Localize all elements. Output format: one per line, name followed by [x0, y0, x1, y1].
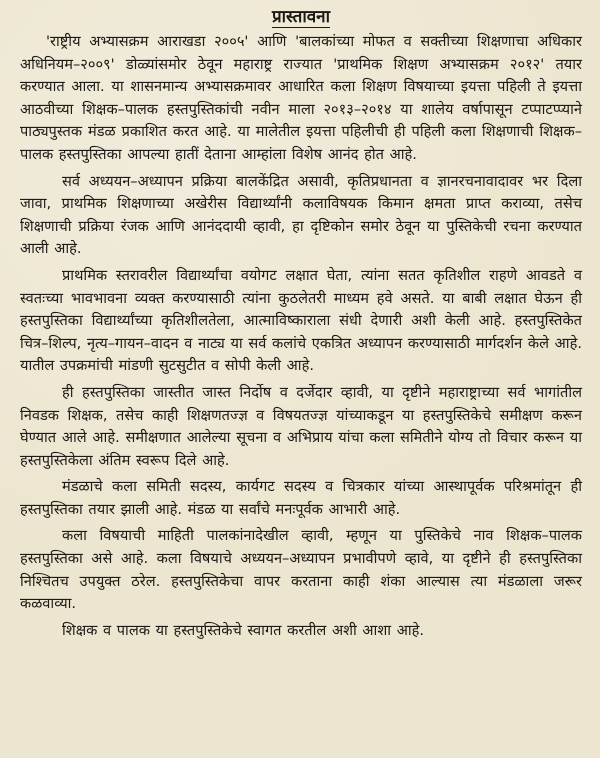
page-title — [20, 6, 582, 28]
paragraph-7: शिक्षक व पालक या हस्तपुस्तिकेचे स्वागत करतील अशी आशा आहे. — [62, 621, 424, 639]
paragraph-2: सर्व अध्ययन–अध्यापन प्रक्रिया बालकेंद्रित असावी, कृतिप्रधानता व ज्ञानरचनावादावर भर दिला जावा, प्राथमिक शिक्षणाच्या अखेरीस विद्यार्थ्यांनी कलाविषयक किमान क्षमता प्राप्त कराव्या, तसेच शिक्षणाची प्रक्रिया रंजक आणि आनंददायी व्हावी, हा दृष्टिकोन समोर ठेवून या पुस्तिकेची रचना करण्यात आली आहे. — [20, 172, 582, 258]
paragraph-1: 'राष्ट्रीय अभ्यासक्रम आराखडा २००५' आणि 'बालकांच्या मोफत व सक्तीच्या शिक्षणाचा अधिकार अधिनियम–२००९' डोळ्यांसमोर ठेवून महाराष्ट्र राज्यात 'प्राथमिक शिक्षण अभ्यासक्रम २०१२' तयार करण्यात आला. या शासनमान्य अभ्यासक्रमावर आधारित कला शिक्षण विषयाच्या इयत्ता पहिली ते इयत्ता आठवीच्या शिक्षक–पालक हस्तपुस्तिकांची नवीन माला २०१३–२०१४ या शालेय वर्षापासून टप्पाटप्प्याने पाठ्यपुस्तक मंडळ प्रकाशित करत आहे. या मालेतील इयत्ता पहिलीची ही पहिली कला शिक्षणाची शिक्षक–पालक हस्तपुस्तिका आपल्या हातीं देताना आम्हांला विशेष आनंद होत आहे. — [20, 33, 582, 163]
paragraph-6: कला विषयाची माहिती पालकांनादेखील व्हावी, म्हणून या पुस्तिकेचे नाव शिक्षक–पालक हस्तपुस्तिका असे आहे. कला विषयाचे अध्ययन–अध्यापन प्रभावीपणे व्हावे, या दृष्टीने ही हस्तपुस्तिका निश्चितच उपयुक्त ठरेल. हस्तपुस्तिकेचा वापर करताना काही शंका आल्यास त्या मंडळाला जरूर कळवाव्या. — [20, 527, 582, 613]
page-title-text: प्रास्तावना — [271, 7, 331, 27]
paragraph-4: ही हस्तपुस्तिका जास्तीत जास्त निर्दोष व दर्जेदार व्हावी, या दृष्टीने महाराष्ट्राच्या सर्व भागांतील निवडक शिक्षक, तसेच काही शिक्षणतज्ज्ञ व विषयतज्ज्ञ यांच्याकडून या हस्तपुस्तिकेचे समीक्षण करून घेण्यात आले आहे. समीक्षणात आलेल्या सूचना व अभिप्राय यांचा कला समितीने योग्य तो विचार करून या हस्तपुस्तिकेला अंतिम स्वरूप दिले आहे. — [20, 383, 582, 469]
paragraph-5: मंडळाचे कला समिती सदस्य, कार्यगट सदस्य व चित्रकार यांच्या आस्थापूर्वक परिश्रमांतून ही हस्तपुस्तिका तयार झाली आहे. मंडळ या सर्वांचे मनःपूर्वक आभारी आहे. — [20, 478, 582, 518]
paragraph-3: प्राथमिक स्तरावरील विद्यार्थ्यांचा वयोगट लक्षात घेता, त्यांना सतत कृतिशील राहणे आवडते व स्वतःच्या भावभावना व्यक्त करण्यासाठी त्यांना कुठलेतरी माध्यम हवे असते. या बाबी लक्षात घेऊन ही हस्तपुस्तिका विद्यार्थ्यांच्या कृतिशीलतेला, आत्माविष्काराला संधी देणारी अशी केली आहे. हस्तपुस्तिकेत चित्र–शिल्प, नृत्य–गायन–वादन व नाट्य या सर्व कलांचे एकत्रित अध्यापन करण्यासाठी मार्गदर्शन केले आहे. यातील उपक्रमांची मांडणी सुटसुटीत व सोपी केली आहे. — [20, 266, 582, 375]
